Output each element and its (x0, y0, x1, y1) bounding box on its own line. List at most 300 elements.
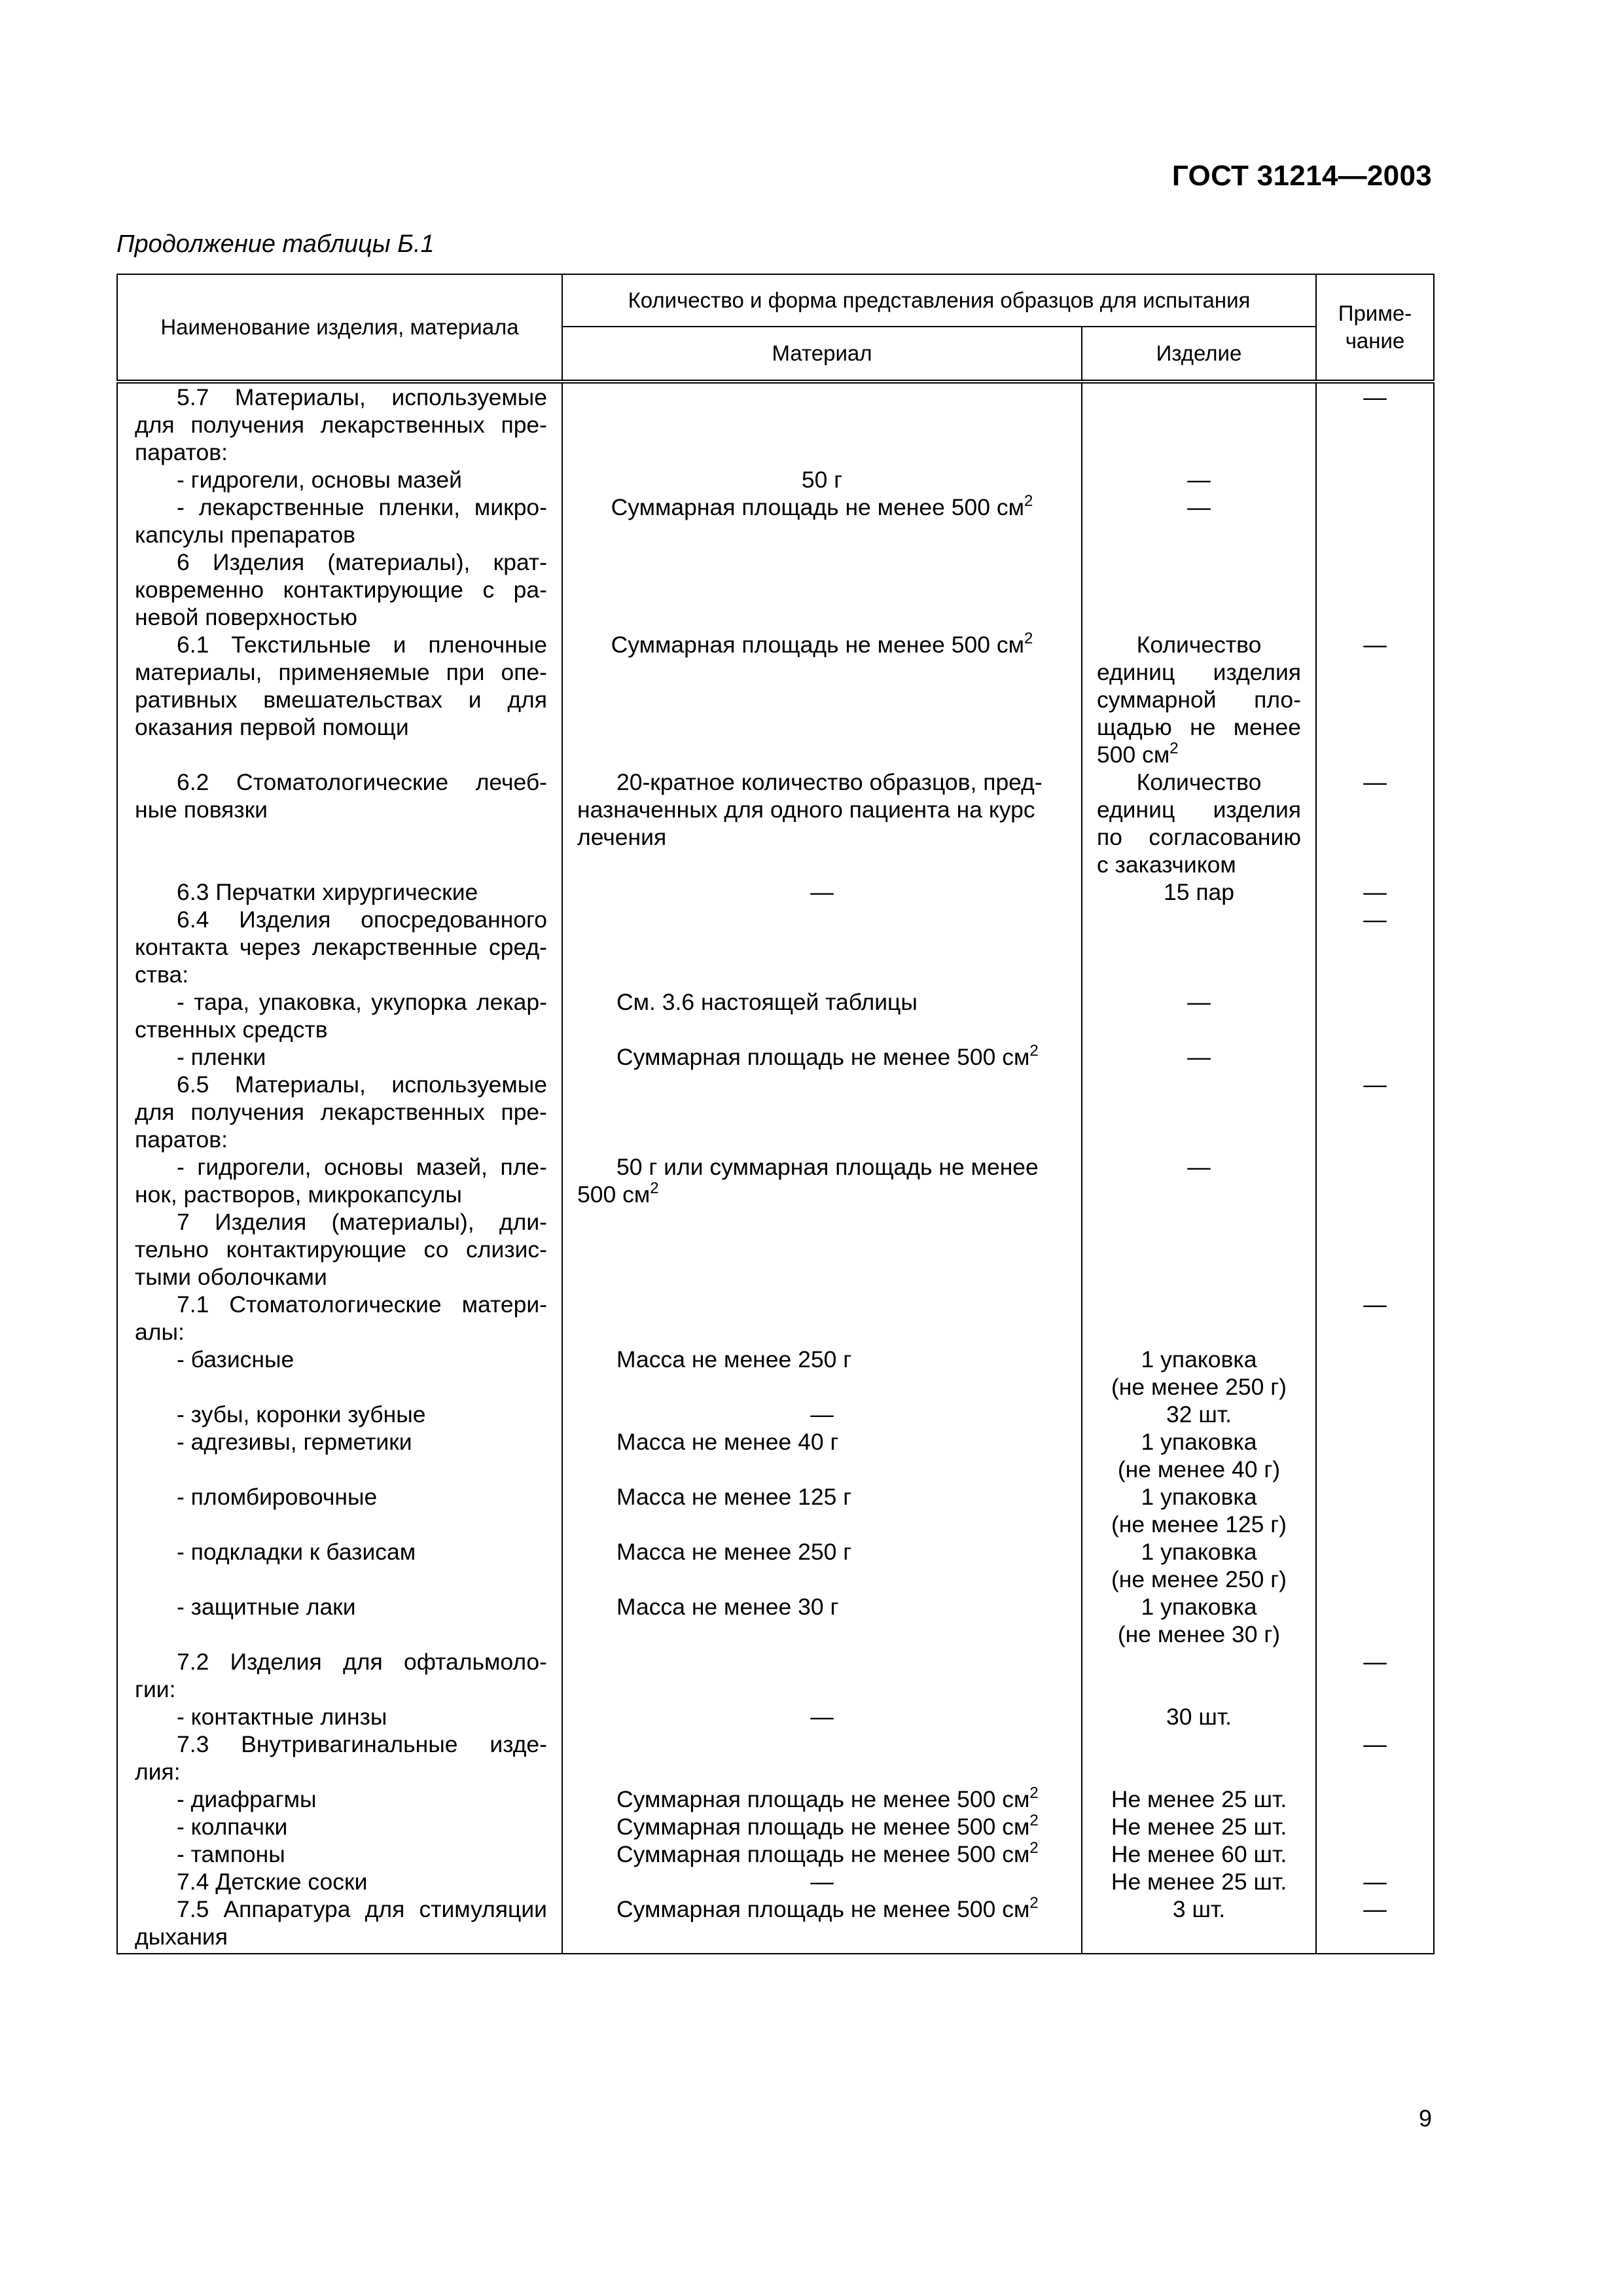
table-row (117, 878, 1434, 906)
cell-line (577, 1648, 1067, 1676)
cell-line (577, 631, 1067, 658)
cell-line (135, 906, 547, 933)
cell-name (117, 768, 562, 878)
table-row (117, 906, 1434, 1071)
cell-text: паратов: (135, 439, 228, 465)
cell-line (577, 1373, 1067, 1401)
cell-text: — (810, 1401, 834, 1427)
cell-name (117, 1868, 562, 1954)
cell-line (135, 631, 547, 658)
cell-text: Масса не менее 125 г (616, 1484, 852, 1510)
cell-text: — (1187, 1154, 1211, 1180)
cell-material (562, 768, 1082, 878)
cell-text: 20-кратное количество образцов, пред- (616, 769, 1043, 795)
cell-line (135, 713, 547, 741)
cell-text: - адгезивы, герметики (177, 1429, 412, 1455)
cell-text: для получения лекарственных пре- (135, 1099, 547, 1125)
cell-material (562, 1731, 1082, 1868)
cell-line (1097, 1593, 1301, 1621)
cell-text: — (1187, 1044, 1211, 1070)
cell-text: — (1363, 1731, 1387, 1757)
header-quantity-group: Количество и форма представления образцов для испытания (562, 274, 1316, 327)
cell-line (577, 1731, 1067, 1758)
cell-line (1097, 1785, 1301, 1813)
cell-line (1097, 1566, 1301, 1593)
cell-text: для получения лекарственных пре- (135, 412, 547, 438)
cell-text: 50 г (801, 467, 843, 493)
cell-text: алы: (135, 1319, 185, 1345)
cell-line (577, 1566, 1067, 1593)
cell-line (577, 933, 1067, 961)
cell-line (1097, 1098, 1301, 1126)
cell-text: 1 упаковка (1141, 1484, 1257, 1510)
cell-text: с заказчиком (1097, 852, 1236, 878)
cell-text: капсулы препаратов (135, 522, 355, 548)
table-row (117, 1731, 1434, 1868)
cell-line (577, 1483, 1067, 1511)
cell-line (135, 1098, 547, 1126)
cell-text: 7 Изделия (материалы), дли- (177, 1209, 547, 1235)
table-body (117, 382, 1434, 1954)
cell-material (562, 1868, 1082, 1954)
cell-line (1317, 631, 1433, 658)
cell-text: - гидрогели, основы мазей (177, 467, 462, 493)
cell-text: 6.3 Перчатки хирургические (177, 879, 478, 905)
cell-line (135, 1016, 547, 1043)
cell-text: контакта через лекарственные сред- (135, 934, 547, 960)
cell-item (1082, 631, 1316, 768)
cell-line (135, 1676, 547, 1703)
superscript: 2 (1169, 741, 1179, 757)
cell-line (135, 1373, 547, 1401)
cell-text: (не менее 40 г) (1117, 1456, 1281, 1482)
cell-line (1097, 466, 1301, 493)
cell-line (577, 1291, 1067, 1318)
cell-item (1082, 878, 1316, 906)
cell-line (135, 1758, 547, 1785)
cell-line (135, 686, 547, 713)
cell-line (1097, 741, 1301, 768)
cell-line (1097, 1648, 1301, 1676)
cell-text: - колпачки (177, 1814, 288, 1840)
superscript: 2 (1029, 1043, 1039, 1060)
cell-text: - тара, упаковка, укупорка лекар- (177, 989, 547, 1015)
cell-line (135, 1593, 547, 1621)
cell-line (1097, 1401, 1301, 1428)
cell-line (135, 768, 547, 796)
cell-line (577, 988, 1067, 1016)
cell-text: лия: (135, 1759, 181, 1785)
cell-text: (не менее 250 г) (1111, 1374, 1287, 1400)
cell-text: — (810, 1704, 834, 1730)
cell-line (577, 1318, 1067, 1346)
cell-text: материалы, применяемые при опе- (135, 659, 547, 685)
cell-text: - пленки (177, 1044, 266, 1070)
cell-item (1082, 1868, 1316, 1954)
header-note (1316, 274, 1434, 382)
cell-item (1082, 906, 1316, 1071)
superscript: 2 (1029, 1895, 1039, 1912)
cell-line (135, 1071, 547, 1098)
cell-text: (не менее 30 г) (1117, 1621, 1281, 1647)
cell-material (562, 906, 1082, 1071)
cell-text: ковременно контактирующие с ра- (135, 577, 547, 603)
cell-text: - гидрогели, основы мазей, пле- (177, 1154, 547, 1180)
cell-line (577, 1676, 1067, 1703)
cell-line (577, 878, 1067, 906)
cell-line (1097, 1456, 1301, 1483)
cell-line (135, 658, 547, 686)
cell-text: Не менее 25 шт. (1111, 1869, 1287, 1895)
cell-line (1097, 1016, 1301, 1043)
cell-text: Не менее 25 шт. (1111, 1814, 1287, 1840)
cell-line (577, 1428, 1067, 1456)
cell-line (135, 1236, 547, 1263)
cell-line (1317, 1648, 1433, 1676)
cell-line (577, 796, 1067, 823)
cell-text: гии: (135, 1676, 176, 1702)
cell-text: — (1363, 1896, 1387, 1922)
cell-line (135, 988, 547, 1016)
cell-line (577, 1785, 1067, 1813)
cell-line (135, 1868, 547, 1895)
superscript: 2 (1029, 1785, 1039, 1802)
cell-text: — (1363, 1649, 1387, 1675)
cell-line (577, 411, 1067, 439)
cell-material (562, 382, 1082, 548)
cell-text: 1 упаковка (1141, 1346, 1257, 1372)
cell-text: 7.2 Изделия для офтальмоло- (177, 1649, 547, 1675)
cell-text: Суммарная площадь не менее 500 см (611, 494, 1025, 520)
cell-text: 6.2 Стоматологические лечеб- (177, 769, 547, 795)
cell-text: 1 упаковка (1141, 1539, 1257, 1565)
cell-line (1097, 823, 1301, 851)
header-note-line2: чание (1345, 329, 1405, 353)
cell-text: См. 3.6 настоящей таблицы (616, 989, 918, 1015)
cell-item (1082, 768, 1316, 878)
cell-name (117, 382, 562, 548)
cell-text: ственных средств (135, 1016, 328, 1043)
cell-item (1082, 1731, 1316, 1868)
cell-name (117, 631, 562, 768)
cell-line (1097, 1071, 1301, 1098)
cell-line (1097, 686, 1301, 713)
cell-note (1316, 906, 1434, 1071)
cell-text: — (1187, 494, 1211, 520)
cell-line (1097, 1621, 1301, 1648)
cell-text: 50 г или суммарная площадь не менее (616, 1154, 1039, 1180)
cell-line (135, 1511, 547, 1538)
cell-line (577, 768, 1067, 796)
cell-text: 6.4 Изделия опосредованного (177, 906, 547, 933)
cell-text: Суммарная площадь не менее 500 см (616, 1841, 1030, 1867)
cell-item (1082, 1071, 1316, 1208)
cell-line (1317, 878, 1433, 906)
cell-line (1097, 631, 1301, 658)
cell-line (1317, 906, 1433, 933)
cell-text: тыми оболочками (135, 1264, 327, 1290)
cell-line (135, 411, 547, 439)
cell-text: ные повязки (135, 797, 268, 823)
cell-text: Не менее 60 шт. (1111, 1841, 1287, 1867)
cell-text: Масса не менее 40 г (616, 1429, 839, 1455)
superscript: 2 (1029, 1813, 1039, 1829)
cell-line (135, 548, 547, 576)
cell-line (1097, 1758, 1301, 1785)
cell-line (135, 1840, 547, 1868)
cell-text: — (1363, 1869, 1387, 1895)
cell-line (135, 1208, 547, 1236)
cell-line (135, 1346, 547, 1373)
cell-line (1097, 439, 1301, 466)
cell-line (1097, 851, 1301, 878)
cell-note (1316, 1868, 1434, 1954)
cell-line (577, 1813, 1067, 1840)
cell-line (1097, 1703, 1301, 1731)
cell-line (577, 1071, 1067, 1098)
cell-name (117, 906, 562, 1071)
cell-text: 1 упаковка (1141, 1594, 1257, 1620)
cell-note (1316, 1731, 1434, 1868)
header-material: Материал (562, 327, 1082, 382)
table-row (117, 1648, 1434, 1731)
cell-line (1317, 1868, 1433, 1895)
cell-text: 500 см (577, 1181, 651, 1208)
cell-line (1097, 1291, 1301, 1318)
cell-line (1097, 1043, 1301, 1071)
cell-name (117, 1208, 562, 1291)
cell-text: оказания первой помощи (135, 714, 409, 740)
cell-text: тельно контактирующие со слизис- (135, 1236, 547, 1263)
cell-text: 5.7 Материалы, используемые (177, 384, 547, 410)
cell-item (1082, 1291, 1316, 1648)
cell-note (1316, 1071, 1434, 1208)
cell-line (1097, 1731, 1301, 1758)
cell-line (135, 1785, 547, 1813)
cell-line (135, 521, 547, 548)
cell-line (577, 1593, 1067, 1621)
header-item: Изделие (1082, 327, 1316, 382)
cell-line (577, 1840, 1067, 1868)
cell-line (1097, 1373, 1301, 1401)
cell-line (135, 1731, 547, 1758)
cell-line (135, 1895, 547, 1923)
cell-note (1316, 878, 1434, 906)
cell-line (1097, 1538, 1301, 1566)
standard-designation: ГОСТ 31214—2003 (1171, 160, 1432, 192)
cell-text: щадью не менее (1097, 714, 1301, 740)
cell-line (577, 1703, 1067, 1731)
cell-item (1082, 1208, 1316, 1291)
cell-text: — (1187, 989, 1211, 1015)
cell-line (577, 1511, 1067, 1538)
header-name: Наименование изделия, материала (117, 274, 562, 382)
table-row (117, 382, 1434, 548)
cell-line (577, 1016, 1067, 1043)
cell-line (1097, 1813, 1301, 1840)
cell-text: суммарной пло- (1097, 687, 1301, 713)
cell-line (135, 1428, 547, 1456)
cell-line (577, 1538, 1067, 1566)
cell-text: паратов: (135, 1126, 228, 1153)
cell-line (1097, 1868, 1301, 1895)
cell-line (1097, 1511, 1301, 1538)
table-row (117, 631, 1434, 768)
cell-line (135, 1923, 547, 1950)
cell-line (577, 906, 1067, 933)
cell-text: 6.1 Текстильные и пленочные (177, 632, 547, 658)
cell-line (135, 1291, 547, 1318)
table-row (117, 1071, 1434, 1208)
cell-line (577, 1126, 1067, 1153)
cell-text: 6 Изделия (материалы), крат- (177, 549, 547, 575)
cell-name (117, 1291, 562, 1648)
cell-line (135, 493, 547, 521)
cell-name (117, 1648, 562, 1731)
cell-text: — (1363, 769, 1387, 795)
cell-line (135, 1483, 547, 1511)
superscript: 2 (1029, 1840, 1039, 1857)
cell-line (1317, 1731, 1433, 1758)
cell-text: 7.4 Детские соски (177, 1869, 368, 1895)
cell-text: единиц изделия (1097, 659, 1301, 685)
cell-line (135, 1648, 547, 1676)
cell-text: по согласованию (1097, 824, 1301, 850)
samples-table (116, 274, 1435, 1954)
cell-line (577, 1621, 1067, 1648)
cell-line (135, 1566, 547, 1593)
cell-item (1082, 1648, 1316, 1731)
cell-line (135, 1153, 547, 1181)
cell-text: - тампоны (177, 1841, 285, 1867)
cell-text: (не менее 125 г) (1111, 1511, 1287, 1537)
cell-line (1097, 658, 1301, 686)
cell-note (1316, 1291, 1434, 1648)
cell-line (135, 576, 547, 603)
cell-text: 7.3 Внутривагинальные изде- (177, 1731, 547, 1757)
cell-line (135, 1456, 547, 1483)
cell-text: - контактные линзы (177, 1704, 387, 1730)
cell-text: — (1363, 1071, 1387, 1098)
cell-line (135, 1181, 547, 1208)
cell-line (1097, 1428, 1301, 1456)
cell-line (1317, 1895, 1433, 1923)
cell-line (577, 384, 1067, 411)
cell-line (1097, 878, 1301, 906)
cell-line (135, 603, 547, 631)
cell-text: - пломбировочные (177, 1484, 378, 1510)
cell-line (135, 1401, 547, 1428)
cell-material (562, 1071, 1082, 1208)
header-note-line1: Приме- (1338, 301, 1412, 325)
cell-line (1097, 1126, 1301, 1153)
cell-material (562, 548, 1082, 631)
cell-name (117, 1731, 562, 1868)
cell-line (135, 796, 547, 823)
cell-line (1097, 1346, 1301, 1373)
cell-text: Суммарная площадь не менее 500 см (616, 1786, 1030, 1812)
cell-line (135, 1703, 547, 1731)
cell-text: — (1363, 1291, 1387, 1318)
cell-line (135, 961, 547, 988)
cell-text: Не менее 25 шт. (1111, 1786, 1287, 1812)
cell-text: невой поверхностью (135, 604, 357, 630)
cell-text: - подкладки к базисам (177, 1539, 416, 1565)
cell-line (1097, 713, 1301, 741)
cell-line (1097, 411, 1301, 439)
cell-text: - диафрагмы (177, 1786, 317, 1812)
cell-line (135, 1043, 547, 1071)
cell-line (135, 439, 547, 466)
cell-line (135, 1538, 547, 1566)
cell-text: (не менее 250 г) (1111, 1566, 1287, 1592)
cell-text: Масса не менее 250 г (616, 1539, 852, 1565)
cell-line (1097, 1840, 1301, 1868)
cell-note (1316, 768, 1434, 878)
cell-line (577, 1098, 1067, 1126)
cell-line (577, 1181, 1067, 1208)
cell-item (1082, 382, 1316, 548)
cell-text: — (1363, 384, 1387, 410)
cell-note (1316, 548, 1434, 631)
cell-text: — (1363, 632, 1387, 658)
cell-line (1097, 988, 1301, 1016)
cell-line (1317, 384, 1433, 411)
cell-text: ративных вмешательствах и для (135, 687, 547, 713)
cell-line (577, 1868, 1067, 1895)
cell-line (1317, 768, 1433, 796)
cell-material (562, 878, 1082, 906)
cell-line (1097, 1318, 1301, 1346)
cell-text: - базисные (177, 1346, 294, 1372)
cell-text: 32 шт. (1166, 1401, 1232, 1427)
cell-text: назначенных для одного пациента на курс (577, 797, 1035, 823)
cell-line (577, 1456, 1067, 1483)
table-header (117, 274, 1434, 382)
cell-text: 3 шт. (1172, 1896, 1226, 1922)
cell-line (135, 1263, 547, 1291)
cell-text: ства: (135, 961, 189, 988)
cell-line (577, 493, 1067, 521)
table-row (117, 1291, 1434, 1648)
cell-text: дыхания (135, 1924, 228, 1950)
cell-text: — (1187, 467, 1211, 493)
cell-line (577, 1043, 1067, 1071)
cell-text: - зубы, коронки зубные (177, 1401, 426, 1427)
cell-material (562, 1648, 1082, 1731)
cell-text: 7.1 Стоматологические матери- (177, 1291, 547, 1318)
cell-line (577, 1401, 1067, 1428)
cell-note (1316, 1208, 1434, 1291)
cell-text: 1 упаковка (1141, 1429, 1257, 1455)
cell-material (562, 1208, 1082, 1291)
cell-line (135, 384, 547, 411)
cell-line (577, 466, 1067, 493)
cell-name (117, 548, 562, 631)
cell-text: Суммарная площадь не менее 500 см (616, 1896, 1030, 1922)
cell-material (562, 631, 1082, 768)
cell-line (135, 1621, 547, 1648)
cell-line (1097, 961, 1301, 988)
cell-name (117, 878, 562, 906)
cell-item (1082, 548, 1316, 631)
cell-line (577, 1895, 1067, 1923)
cell-line (135, 466, 547, 493)
cell-line (1097, 933, 1301, 961)
cell-text: - лекарственные пленки, микро- (177, 494, 547, 520)
table-row (117, 1208, 1434, 1291)
cell-text: Масса не менее 250 г (616, 1346, 852, 1372)
